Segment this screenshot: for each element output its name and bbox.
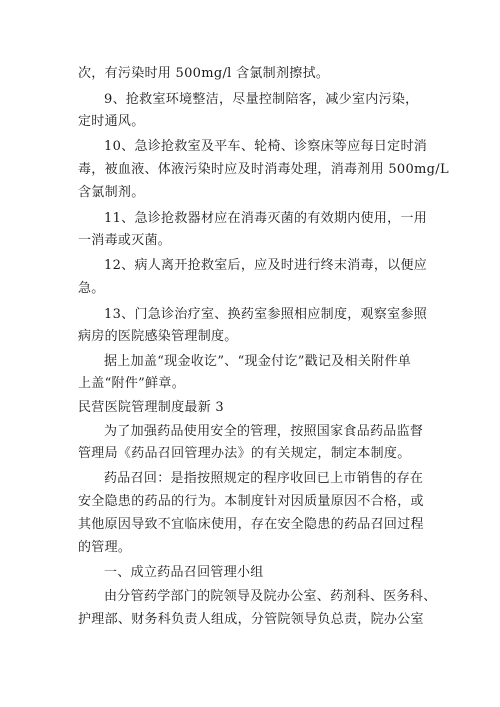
subsection-heading: 一、成立药品召回管理小组 [104, 565, 264, 580]
paragraph-line: 上盖“附件”鲜章。 [78, 376, 185, 391]
paragraph-line: 毒，被血液、体液污染时应及时消毒处理，消毒剂用 500mg/L [78, 162, 449, 177]
paragraph-line: 含氯制剂。 [78, 185, 145, 200]
paragraph-line: 病房的医院感染管理制度。 [78, 329, 238, 344]
list-item-9: 9、抢救室环境整洁，尽量控制陪客，减少室内污染， [104, 92, 419, 107]
paragraph-line: 一消毒或灭菌。 [78, 233, 172, 248]
paragraph-line: 由分管药学部门的院领导及院办公室、药剂科、医务科、 [104, 589, 437, 604]
paragraph-line: 其他原因导致不宜临床使用，存在安全隐患的药品召回过程 [78, 517, 424, 532]
paragraph-line: 的管理。 [78, 540, 132, 555]
paragraph-line: 定时通风。 [78, 114, 145, 129]
paragraph-line: 为了加强药品使用安全的管理，按照国家食品药品监督 [104, 424, 424, 439]
paragraph-line: 据上加盖“现金收讫”、“现金付讫”戳记及相关附件单 [104, 354, 412, 369]
list-item-13: 13、门急诊治疗室、换药室参照相应制度，观察室参照 [104, 307, 428, 322]
paragraph-line: 次，有污染时用 500mg/l 含氯制剂擦拭。 [78, 66, 330, 81]
section-heading: 民营医院管理制度最新 3 [78, 400, 225, 415]
paragraph-line: 急。 [78, 281, 105, 296]
paragraph-line: 安全隐患的药品的行为。本制度针对因质量原因不合格，或 [78, 494, 424, 509]
paragraph-line: 药品召回：是指按照规定的程序收回已上市销售的存在 [104, 471, 424, 486]
list-item-11: 11、急诊抢救器材应在消毒灭菌的有效期内使用，一用 [104, 211, 428, 226]
list-item-10: 10、急诊抢救室及平车、轮椅、诊察床等应每日定时消 [104, 139, 428, 154]
paragraph-line: 管理局《药品召回管理办法》的有关规定，制定本制度。 [78, 446, 411, 461]
paragraph-line: 护理部、财务科负责人组成，分管院领导负总责，院办公室 [78, 612, 424, 627]
list-item-12: 12、病人离开抢救室后，应及时进行终末消毒，以便应 [104, 258, 428, 273]
